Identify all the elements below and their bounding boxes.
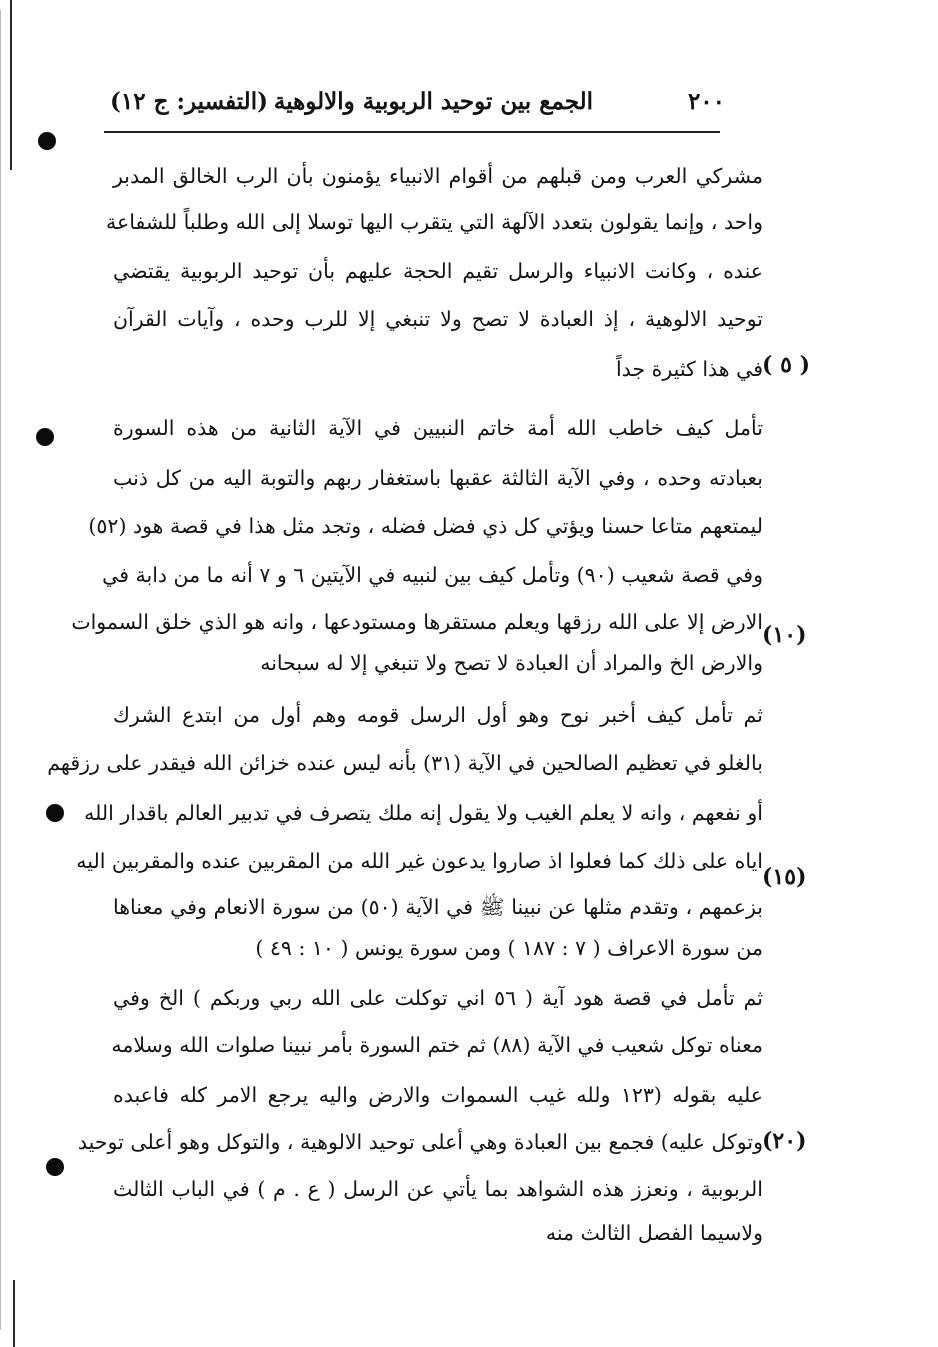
text-line: عنده ، وكانت الانبياء والرسل تقيم الحجة عليهم بأن توحيد الربوبية يقتضي — [113, 259, 763, 283]
scan-edge-line — [10, 0, 12, 170]
scan-edge-line — [0, 10, 1, 1330]
text-line: بزعمهم ، وتقدم مثلها عن نبينا ﷺ في الآية (٥٠) من سورة الانعام وفي معناها — [113, 895, 763, 919]
text-line: اياه على ذلك كما فعلوا اذ صاروا يدعون غير الله من المقربين عنده والمقربين اليه — [76, 849, 763, 873]
punch-hole-dot — [46, 1158, 64, 1176]
punch-hole-dot — [38, 132, 56, 150]
page-number: ٢٠٠ — [687, 88, 725, 115]
header-rule — [104, 131, 720, 133]
punch-hole-dot — [36, 428, 54, 446]
book-reference: (التفسير: ج ١٢) — [110, 88, 268, 115]
text-line: ولاسيما الفصل الثالث منه — [545, 1221, 763, 1245]
text-line: مشركي العرب ومن قبلهم من أقوام الانبياء يؤمنون بأن الرب الخالق المدبر — [113, 164, 763, 188]
line-number-marker: (١٥) — [762, 864, 807, 890]
text-line: ثم تأمل كيف أخبر نوح وهو أول الرسل قومه وهم أول من ابتدع الشرك — [113, 703, 763, 727]
text-line: الارض إلا على الله رزقها ويعلم مستقرها ومستودعها ، وانه هو الذي خلق السموات — [71, 610, 763, 634]
text-line: عليه بقوله (١٢٣ ولله غيب السموات والارض واليه يرجع الامر كله فاعبده — [113, 1083, 763, 1107]
text-line: من سورة الاعراف ( ٧ : ١٨٧ ) ومن سورة يونس ( ١٠ : ٤٩ ) — [255, 936, 763, 960]
running-title: الجمع بين توحيد الربوبية والالوهية — [273, 88, 593, 115]
text-line: أو نفعهم ، وانه لا يعلم الغيب ولا يقول إنه ملك يتصرف في تدبير العالم باقدار الله — [84, 801, 763, 825]
line-number-marker: ( ٥ ) — [762, 352, 810, 378]
text-line: واحد ، وإنما يقولون بتعدد الآلهة التي يتقرب اليها توسلا إلى الله وطلباً للشفاعة — [105, 210, 763, 234]
text-line: معناه توكل شعيب في الآية (٨٨) ثم ختم السورة بأمر نبينا صلوات الله وسلامه — [111, 1033, 763, 1057]
text-line: بعبادته وحده ، وفي الآية الثالثة عقبها باستغفار ربهم والتوبة اليه من كل ذنب — [113, 466, 763, 490]
text-line: بالغلو في تعظيم الصالحين في الآية (٣١) بأنه ليس عنده خزائن الله فيقدر على رزقهم — [47, 751, 763, 775]
line-number-marker: (١٠) — [762, 622, 807, 648]
text-line: في هذا كثيرة جداً — [615, 357, 763, 381]
text-line: وفي قصة شعيب (٩٠) وتأمل كيف بين لنبيه في الآيتين ٦ و ٧ أنه ما من دابة في — [102, 563, 763, 587]
page-header — [100, 88, 725, 128]
text-line: توحيد الالوهية ، إذ العبادة لا تصح ولا تنبغي إلا للرب وحده ، وآيات القرآن — [113, 307, 763, 331]
scan-edge-line — [13, 1280, 15, 1347]
text-line: ثم تأمل في قصة هود آية ( ٥٦ اني توكلت على الله ربي وربكم ) الخ وفي — [113, 986, 763, 1010]
line-number-marker: (٢٠) — [762, 1128, 807, 1154]
text-line: وتوكل عليه) فجمع بين العبادة وهي أعلى توحيد الالوهية ، والتوكل وهو أعلى توحيد — [77, 1130, 763, 1154]
text-line: الربوبية ، ونعزز هذه الشواهد بما يأتي عن الرسل ( ع . م ) في الباب الثالث — [113, 1177, 763, 1201]
punch-hole-dot — [46, 804, 64, 822]
text-line: تأمل كيف خاطب الله أمة خاتم النبيين في الآية الثانية من هذه السورة — [113, 416, 763, 440]
text-line: ليمتعهم متاعا حسنا ويؤتي كل ذي فضل فضله ، وتجد مثل هذا في قصة هود (٥٢) — [88, 514, 763, 538]
text-line: والارض الخ والمراد أن العبادة لا تصح ولا تنبغي إلا له سبحانه — [260, 651, 763, 675]
